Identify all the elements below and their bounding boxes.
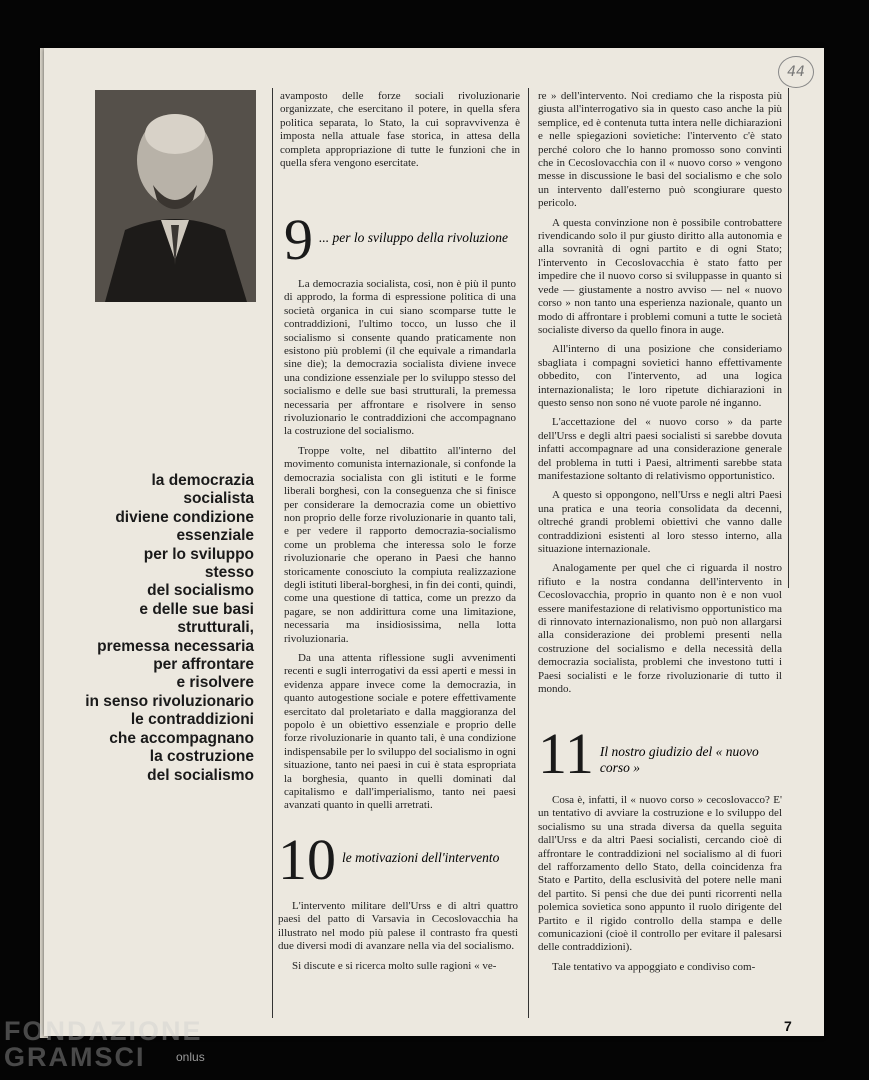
section-title: Il nostro giudizio del « nuovo corso » — [599, 744, 759, 775]
paragraph: A questo si oppongono, nell'Urss e negli altri Paesi una pratica e una teoria consolidata da decenni, oltreché grandi problemi obiettivi che vanno dalle contraddizioni esistenti al loro stesso interno, alla situazione internazionale. — [538, 489, 782, 555]
column-rule-left — [272, 88, 273, 1018]
section-body — [278, 900, 518, 973]
section-11 — [538, 721, 782, 980]
paragraph: L'accettazione del « nuovo corso » da parte dell'Urss e degli altri paesi socialisti si sarebbe dovuta infatti accompagnare ad una considerazione generale del problema in tutti i Paesi, altrimenti sarebbe stata manifestazione soltanto di relativismo opportunistico. — [538, 416, 782, 482]
section-heading — [538, 721, 782, 786]
paragraph: Si discute e si ricerca molto sulle ragioni « ve- — [292, 959, 497, 972]
section-title: le motivazioni dell'intervento — [342, 850, 500, 865]
section-number: 9 — [284, 207, 313, 272]
column-rule-right — [788, 88, 789, 588]
handwritten-page-number: 44 — [778, 56, 814, 88]
column-rule-middle — [528, 88, 529, 1018]
section-10 — [278, 827, 518, 979]
section-title: ... per lo sviluppo della rivoluzione — [319, 230, 508, 245]
pull-quote: la democrazia socialista diviene condizione essenziale per lo sviluppo stesso del socialismo e delle sue basi strutturali, premessa necessaria per affrontare e risolvere in senso rivoluzionario le contraddizioni che accompagnano la costruzione del socialismo — [85, 472, 254, 784]
section-heading — [284, 207, 516, 272]
paragraph: re » dell'intervento. Noi crediamo che la risposta più giusta all'interrogativo sia in questo caso anche la più semplice, ed è contenuta tutta intera nelle dichiarazioni e nelle spiegazioni sovietiche: l'intervento c'è stato perché coloro che lo hanno promosso sono convinti che in Cecoslovacchia con il « nuovo corso » vengono messe in discussione le basi del socialismo e che solo un intervento dall'esterno può scongiurare questo pericolo. — [538, 90, 782, 210]
section-number: 10 — [278, 827, 336, 892]
watermark-logo: FONDAZIONE GRAMSCI — [4, 1016, 203, 1072]
section-number: 11 — [538, 721, 594, 786]
paragraph: Tale tentativo va appoggiato e condiviso com- — [552, 960, 756, 973]
paragraph: Da una attenta riflessione sugli avvenimenti recenti e sugli interrogativi da essi aperti e messi in evidenza appare invece come la democrazia, in quanto autogestione sociale e potere effettivamente esercitato dal proletariato e dalla maggioranza del popolo è un obiettivo essenziale e proprio delle forze rivoluzionarie in quanto tali, è una condizione indispensabile per lo sviluppo del socialismo in ogni situazione, tanto nei paesi in cui è stata espropriata la borghesia, quanto in quelli dominati dal capitalismo e dall'imperialismo, tanto nei paesi avanzati quanto in quelli arretrati. — [284, 651, 516, 812]
section-body — [538, 794, 782, 974]
watermark-suffix: onlus — [176, 1050, 205, 1064]
paragraph: L'intervento militare dell'Urss e di altri quattro paesi del patto di Varsavia in Cecoslovacchia ha illustrato nel modo più palese il contrasto fra questi due diversi modi di avanzare nella via del socialismo. — [278, 900, 518, 953]
text-column-1 — [280, 90, 520, 176]
paragraph: Cosa è, infatti, il « nuovo corso » cecoslovacco? E' un tentativo di avviare la costruzione e lo sviluppo del socialismo su una strada diversa da quella seguita dall'Urss e da altri Paesi socialisti, cercando cioè di affrontare le contraddizioni nel socialismo al di fuori del rafforzamento dello Stato, della coincidenza fra Stato e Partito, della esclusività del potere nelle mani del partito. Si pensi che due dei punti ricorrenti nella polemica sovietica sono appunto il ruolo dirigente del Partito e il rigido controllo della stampa e delle comunicazioni (cioè il controllo per evitare il palesarsi delle contraddizioni). — [538, 794, 782, 954]
paragraph: La democrazia socialista, così, non è più il punto di approdo, la forma di espressione politica di una società organica in cui siano scomparse tutte le contraddizioni, l'ultimo tocco, un lusso che il socialismo si consente quando praticamente non esistono più problemi (il che equivale a rimandarla sine die); la democrazia socialista diviene invece una condizione essenziale per lo sviluppo stesso del socialismo e delle sue basi strutturali, la premessa necessaria per affrontare e risolvere in senso rivoluzionario le contraddizioni che accompagnano la costruzione del socialismo. — [284, 278, 516, 438]
portrait-photo — [95, 90, 256, 302]
paragraph: Troppe volte, nel dibattito all'interno del movimento comunista internazionale, si confonde la democrazia socialista con gli istituti e le forme liberali borghesi, con la conseguenza che si finisce per considerare la democrazia come un obiettivo non proprio delle forze rivoluzionarie in quanto tali, e per vedere il rapporto democrazia-socialismo come un problema che interessa solo le forze rivoluzionarie che operano in Paesi che hanno storicamente conosciuto la compiuta realizzazione degli istituti liberal-borghesi, in fin dei conti, quindi, come una questione di tattica, come un prezzo da pagare, se non addirittura come una limitazione, necessaria ma insidiosissima, nella lotta rivoluzionaria. — [284, 444, 516, 645]
magazine-page — [44, 48, 824, 1036]
section-9 — [284, 207, 516, 819]
portrait-figure — [95, 90, 256, 302]
paragraph: avamposto delle forze sociali rivoluzionarie organizzate, che esercitano il potere, in quella sfera politica separata, lo Stato, la cui sopravvivenza è imposta nella attuale fase storica, in attesa della completa appropriazione di tutte le funzioni che in quella sfera vengono esercitate. — [280, 90, 520, 170]
paragraph: A questa convinzione non è possibile controbattere rivendicando solo il pur giusto diritto alla autonomia e alla sovranità di ogni partito e di ogni Stato; l'intervento in Cecoslovacchia è stato fatto per impedire che il nuovo corso si sviluppasse in quanto si vede — giustamente a nostro avviso — nel « nuovo corso » non tanto una esperienza nazionale, quanto un modo di affrontare i problemi comuni a tutte le società socialiste diverso da quello finora in auge. — [538, 216, 782, 336]
paragraph: All'interno di una posizione che consideriamo sbagliata i compagni sovietici hanno effettivamente obbedito, con l'intervento, ad una logica internazionalista; le loro ripetute dichiarazioni in questo senso non sono né vuote parole né inganno. — [538, 343, 782, 409]
text-column-2 — [538, 90, 782, 702]
section-heading — [278, 827, 518, 892]
section-body — [284, 278, 516, 813]
paragraph: Analogamente per quel che ci riguarda il nostro rifiuto e la nostra condanna dell'intervento in Cecoslovacchia, proprio in quanto non è e non vuol essere manifestazione di relativismo opportunistico ma di rinnovato internazionalismo, non può non allargarsi alla considerazione dei problemi presenti nella costruzione del socialismo e della necessità della democrazia socialista, problemi che investono tutti i Paesi socialisti e le forze rivoluzionarie di tutto il mondo. — [538, 562, 782, 696]
page-number: 7 — [784, 1018, 792, 1034]
